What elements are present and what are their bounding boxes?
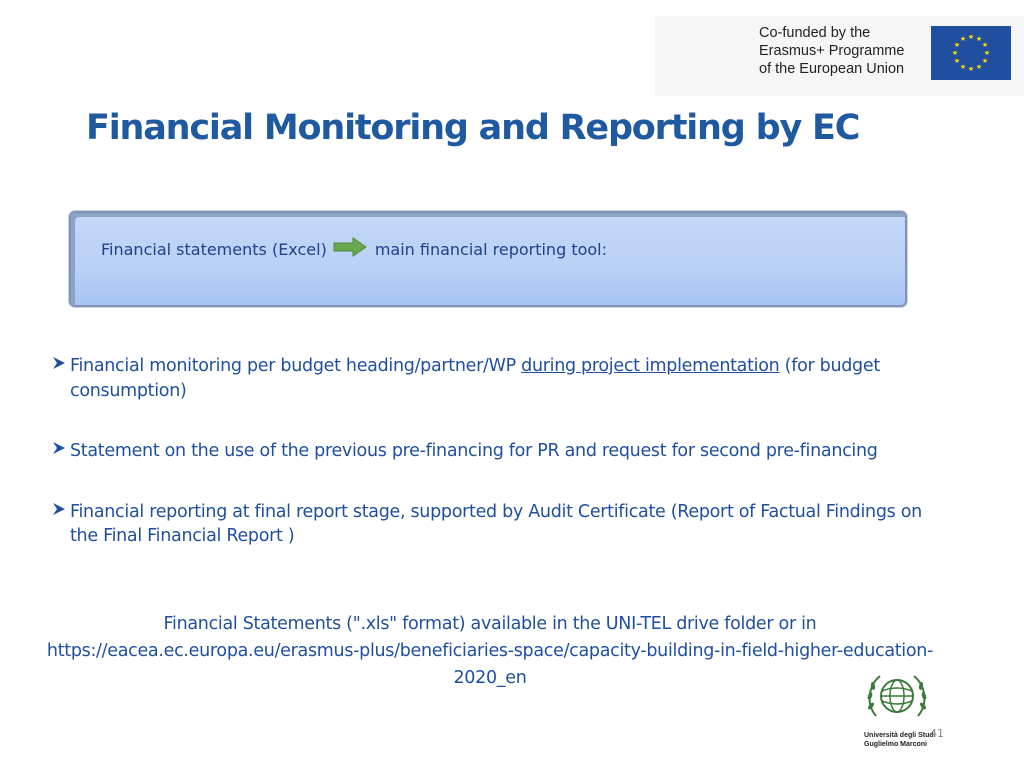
bullet-list (52, 354, 932, 585)
svg-text:★: ★ (981, 41, 989, 49)
slide-title: Financial Monitoring and Reporting by EC (86, 108, 860, 148)
cofunded-line-3: of the European Union (759, 61, 905, 77)
bullet-text-after: (for budget consumption) (70, 356, 880, 401)
cofunded-line-2: Erasmus+ Programme (759, 43, 905, 59)
callout-right-text: main financial reporting tool: (374, 239, 607, 259)
reporting-tool-callout (69, 211, 907, 307)
bullet-text-before: Statement on the use of the previous pre-financing for PR and request for second pre-financing (70, 441, 878, 461)
page-number: 41 (930, 727, 944, 740)
svg-text:★: ★ (975, 63, 983, 71)
bullet-underlined-text: during project implementation (521, 356, 780, 376)
callout-left-text: Financial statements (Excel) (101, 239, 327, 259)
svg-text:★: ★ (959, 35, 967, 43)
bullet-text-before: Financial reporting at final report stage, supported by Audit Certificate (Report of Factual Findings on the Final Financial Report ) (70, 501, 922, 546)
bullet-text (70, 354, 932, 403)
footer-note (30, 611, 950, 692)
svg-text:★: ★ (951, 49, 959, 57)
cofunded-text (759, 24, 904, 78)
university-name-line-2: Guglielmo Marconi (864, 741, 928, 748)
bullet-text (70, 500, 932, 549)
arrowhead-bullet-icon (52, 354, 70, 403)
university-name-line-1: Università degli Studi (864, 732, 936, 739)
cofunded-line-1: Co-funded by the (759, 25, 871, 41)
arrowhead-bullet-icon (52, 439, 70, 464)
svg-text:★: ★ (953, 41, 961, 49)
footer-line-1: Financial Statements (".xls" format) available in the UNI-TEL drive folder or in (163, 614, 817, 634)
arrowhead-bullet-icon (52, 500, 70, 549)
bullet-text-before: Financial monitoring per budget heading/partner/WP (70, 356, 522, 376)
eu-flag-icon (931, 26, 1011, 80)
eu-stars (931, 26, 1011, 80)
erasmus-banner (655, 16, 1024, 96)
bullet-item (52, 354, 932, 403)
svg-text:★: ★ (959, 63, 967, 71)
university-name (864, 731, 934, 749)
right-arrow-icon (333, 237, 367, 261)
bullet-text (70, 439, 932, 464)
svg-text:★: ★ (967, 65, 975, 73)
svg-text:★: ★ (953, 57, 961, 65)
svg-text:★: ★ (967, 33, 975, 41)
footer-link[interactable]: https://eacea.ec.europa.eu/erasmus-plus/beneficiaries-space/capacity-building-in-field-higher-education-2020_en (46, 641, 934, 688)
svg-text:★: ★ (981, 57, 989, 65)
bullet-item (52, 500, 932, 549)
bullet-item (52, 439, 932, 464)
svg-text:★: ★ (975, 35, 983, 43)
callout-row (101, 237, 607, 261)
svg-text:★: ★ (983, 49, 991, 57)
